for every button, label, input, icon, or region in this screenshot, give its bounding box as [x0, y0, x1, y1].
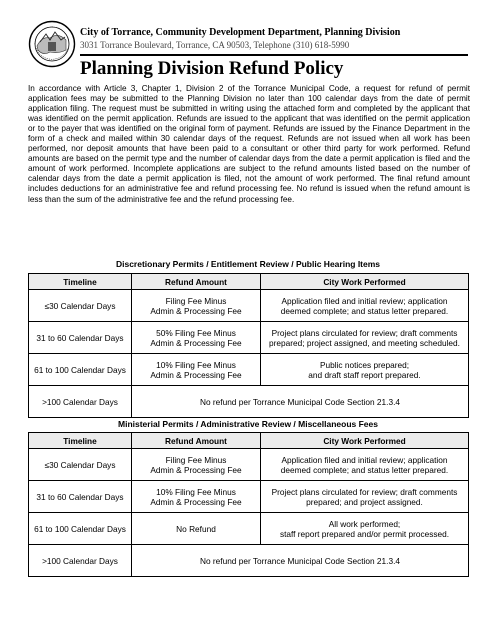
intro-paragraph: In accordance with Article 3, Chapter 1, Division 2 of the Torrance Municipal Code, a request for refund of permit application fees may be submitted to the Planning Division no later than 100 calendar days from the date of permit application filing. The request must be submitted in writing using the attached form and completed by the applicant that was identified on the permit application. Refunds are issued to the applicant that was identified on the permit application or to the payer that was identified on the original form of payment. Refunds are issued by the Finance Department in the form of a check and mailed within 30 calendar days of the request. Refunds are not issued when all work has been performed, nor deposit amounts that have been paid to a consultant or other third party for work performed. Refund amounts are based on the permit type and the number of calendar days from the date a permit application is filed and the amount of work performed. Incomplete applications are subject to the refund amounts listed based on the number of calendar days from the date a permit application is filed, not the amount of work performed. The final refund amount includes deductions for an administrative fee and refund processing fee. No refund is issued when the refund amount is less than the sum of the administrative fee and the refund processing fee.: [28, 84, 470, 204]
work-line: Public notices prepared;: [319, 359, 409, 370]
header-rule: [80, 54, 468, 56]
table-row: [29, 545, 469, 577]
refund-line: 10% Filing Fee Minus: [156, 486, 236, 497]
timeline-cell: >100 Calendar Days: [29, 545, 132, 577]
timeline-cell: 61 to 100 Calendar Days: [29, 513, 132, 545]
header-refund-amount: Refund Amount: [132, 274, 261, 290]
refund-line: 10% Filing Fee Minus: [156, 359, 236, 370]
refund-cell: [132, 354, 261, 386]
work-line: Project plans circulated for review; draft comments: [271, 486, 458, 497]
city-seal-icon: [28, 20, 76, 68]
work-cell: [261, 322, 469, 354]
work-line: staff report prepared and/or permit processed.: [279, 528, 450, 539]
refund-line: No Refund: [176, 523, 216, 534]
table-row: [29, 449, 469, 481]
work-line: Application filed and initial review; application: [281, 295, 448, 306]
discretionary-section-title: Discretionary Permits / Entitlement Review / Public Hearing Items: [115, 259, 381, 269]
header-timeline: Timeline: [29, 433, 132, 449]
work-line: deemed complete; and status letter prepared.: [280, 305, 449, 316]
refund-cell: [132, 481, 261, 513]
letterhead: [28, 20, 468, 80]
refund-line: Admin & Processing Fee: [150, 464, 242, 475]
refund-cell: [132, 513, 261, 545]
timeline-cell: ≤30 Calendar Days: [29, 449, 132, 481]
header-refund-amount: Refund Amount: [132, 433, 261, 449]
timeline-cell: ≤30 Calendar Days: [29, 290, 132, 322]
no-refund-note: No refund per Torrance Municipal Code Section 21.3.4: [132, 545, 469, 577]
work-cell: [261, 449, 469, 481]
timeline-cell: >100 Calendar Days: [29, 386, 132, 418]
refund-line: Admin & Processing Fee: [150, 496, 242, 507]
ministerial-section-title: Ministerial Permits / Administrative Review / Miscellaneous Fees: [118, 419, 378, 429]
no-refund-note: No refund per Torrance Municipal Code Section 21.3.4: [132, 386, 469, 418]
refund-cell: [132, 322, 261, 354]
work-line: and draft staff report prepared.: [308, 369, 421, 380]
refund-cell: [132, 449, 261, 481]
work-cell: [261, 481, 469, 513]
refund-line: Filing Fee Minus: [165, 295, 227, 306]
work-line: Application filed and initial review; application: [281, 454, 448, 465]
refund-line: 50% Filing Fee Minus: [156, 327, 236, 338]
work-line: All work performed;: [328, 518, 401, 529]
work-cell: [261, 354, 469, 386]
timeline-cell: 31 to 60 Calendar Days: [29, 481, 132, 513]
timeline-cell: 31 to 60 Calendar Days: [29, 322, 132, 354]
refund-line: Admin & Processing Fee: [150, 337, 242, 348]
table-row: [29, 513, 469, 545]
work-line: prepared; project assigned, and meeting scheduled.: [269, 337, 460, 348]
department-name: City of Torrance, Community Development Department, Planning Division: [80, 27, 401, 38]
table-row: [29, 322, 469, 354]
table-row: [29, 481, 469, 513]
work-line: deemed complete; and status letter prepared.: [280, 464, 449, 475]
table-header-row: [29, 433, 469, 449]
timeline-cell: 61 to 100 Calendar Days: [29, 354, 132, 386]
refund-line: Admin & Processing Fee: [150, 369, 242, 380]
work-cell: [261, 290, 469, 322]
table-row: [29, 386, 469, 418]
work-line: Project plans circulated for review; draft comments: [271, 327, 458, 338]
table-row: [29, 290, 469, 322]
table-row: [29, 354, 469, 386]
header-city-work: City Work Performed: [261, 433, 469, 449]
header-city-work: City Work Performed: [261, 274, 469, 290]
work-line: prepared; and project assigned.: [306, 496, 423, 507]
work-cell: [261, 513, 469, 545]
ministerial-refund-table: [28, 432, 469, 577]
header-timeline: Timeline: [29, 274, 132, 290]
refund-line: Filing Fee Minus: [165, 454, 227, 465]
department-address: 3031 Torrance Boulevard, Torrance, CA 90503, Telephone (310) 618-5990: [80, 40, 350, 50]
page-title: Planning Division Refund Policy: [80, 58, 344, 79]
refund-cell: [132, 290, 261, 322]
refund-line: Admin & Processing Fee: [150, 305, 242, 316]
discretionary-refund-table: [28, 273, 469, 418]
table-header-row: [29, 274, 469, 290]
